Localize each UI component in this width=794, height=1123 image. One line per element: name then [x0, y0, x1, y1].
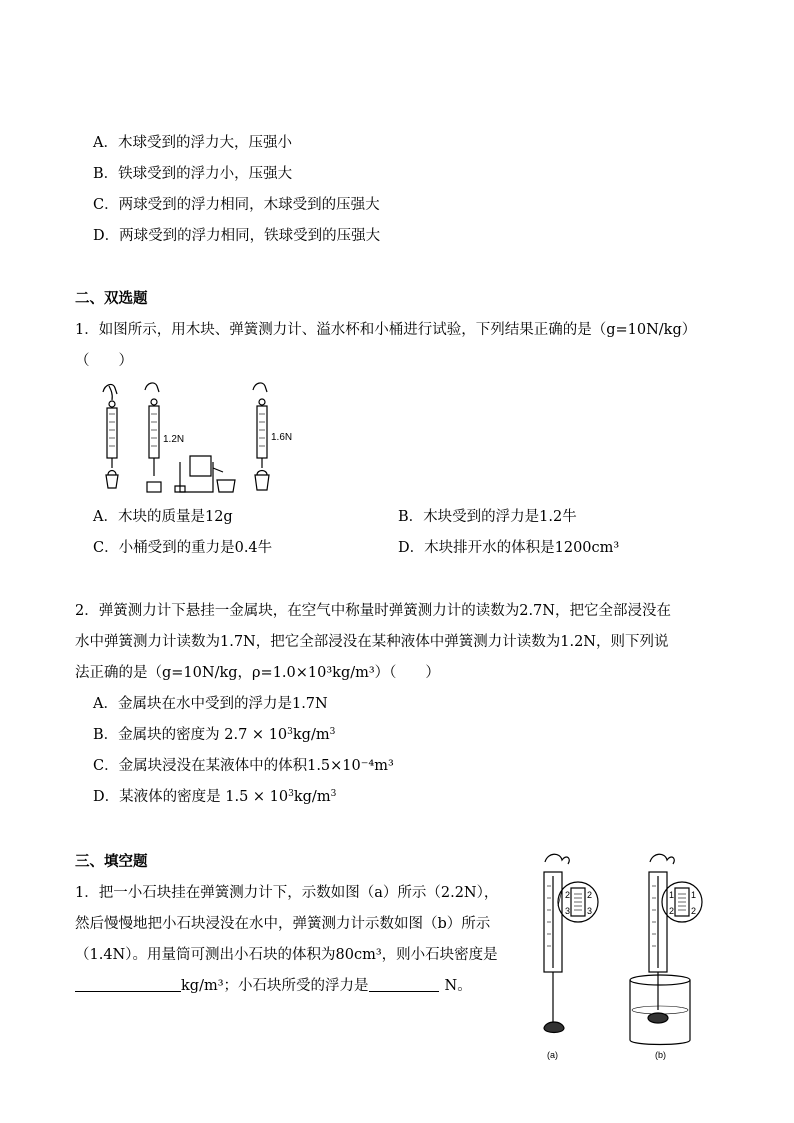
section-title-double-choice: 二、双选题 [75, 291, 148, 307]
figure-label-1-6n: 1.6N [271, 432, 293, 443]
option-c-prev: C．两球受到的浮力相同，木球受到的压强大 [93, 197, 380, 213]
option-a: A．木块的质量是12g [93, 509, 233, 525]
question-stem-line: 水中弹簧测力计读数为1.7N，把它全部浸没在某种液体中弹簧测力计读数为1.2N，则下列说 [75, 634, 669, 650]
scale-a-left-bottom: 3 [565, 906, 571, 916]
question-stem-line [75, 976, 472, 996]
figure-label-1-2n: 1.2N [163, 434, 185, 445]
scale-b-left-bottom: 2 [669, 906, 675, 916]
option-b-prev: B．铁球受到的浮力小，压强大 [93, 166, 293, 182]
question-stem-line: （ ） [75, 353, 133, 369]
scale-b-right-bottom: 2 [691, 906, 697, 916]
figure-label-b: (b) [655, 1050, 666, 1060]
answer-blank-density[interactable] [75, 977, 181, 992]
option-d-prev: D．两球受到的浮力相同，铁球受到的压强大 [93, 228, 381, 244]
figure-label-a: (a) [547, 1050, 558, 1060]
unit: kg/m [293, 789, 331, 805]
scale-a-left-top: 2 [565, 890, 571, 900]
unit: kg/m [292, 727, 330, 743]
option-c: C．小桶受到的重力是0.4牛 [93, 540, 273, 556]
spring-balance-stone-figure [530, 850, 730, 1065]
option-b-text: B．金属块的密度为 2.7 × 10 [93, 727, 288, 743]
option-d: D．木块排开水的体积是1200cm³ [398, 540, 620, 556]
section-title-fill-blank: 三、填空题 [75, 854, 148, 870]
option-d-text: D．某液体的密度是 1.5 × 10 [93, 789, 289, 805]
option-b: B．木块受到的浮力是1.2牛 [398, 509, 577, 525]
option-d [93, 787, 336, 807]
option-b [93, 725, 335, 745]
question-stem-line: 法正确的是（g=10N/kg，ρ=1.0×10³kg/m³）（ ） [75, 665, 440, 681]
option-c: C．金属块浸没在某液体中的体积1.5×10⁻⁴m³ [93, 758, 394, 774]
question-stem-line: 然后慢慢地把小石块浸没在水中，弹簧测力计示数如图（b）所示 [75, 916, 491, 932]
unit-newton: N。 [444, 978, 472, 994]
scale-b-right-top: 1 [691, 890, 697, 900]
question-stem-line: （1.4N）。用量筒可测出小石块的体积为80cm³，则小石块密度是 [75, 947, 498, 963]
scale-b-left-top: 1 [669, 890, 675, 900]
spring-balance-figure [95, 380, 315, 500]
scale-a-right-bottom: 3 [587, 906, 593, 916]
option-a: A．金属块在水中受到的浮力是1.7N [93, 696, 328, 712]
scale-a-right-top: 2 [587, 890, 593, 900]
question-stem-line: 1．把一小石块挂在弹簧测力计下，示数如图（a）所示（2.2N）， [75, 885, 499, 901]
exponent: 3 [330, 789, 337, 799]
question-stem-line: 2．弹簧测力计下悬挂一金属块，在空气中称量时弹簧测力计的读数为2.7N，把它全部浸没在 [75, 603, 671, 619]
question-stem-line: 1．如图所示，用木块、弹簧测力计、溢水杯和小桶进行试验，下列结果正确的是（g=10N/kg） [75, 322, 697, 338]
option-a-prev: A．木球受到的浮力大，压强小 [93, 135, 292, 151]
exponent: 3 [288, 789, 294, 799]
exponent: 3 [329, 727, 336, 737]
answer-blank-buoyancy[interactable] [369, 977, 439, 992]
blank-connector-text: kg/m³；小石块所受的浮力是 [181, 978, 369, 994]
exponent: 3 [287, 727, 293, 737]
